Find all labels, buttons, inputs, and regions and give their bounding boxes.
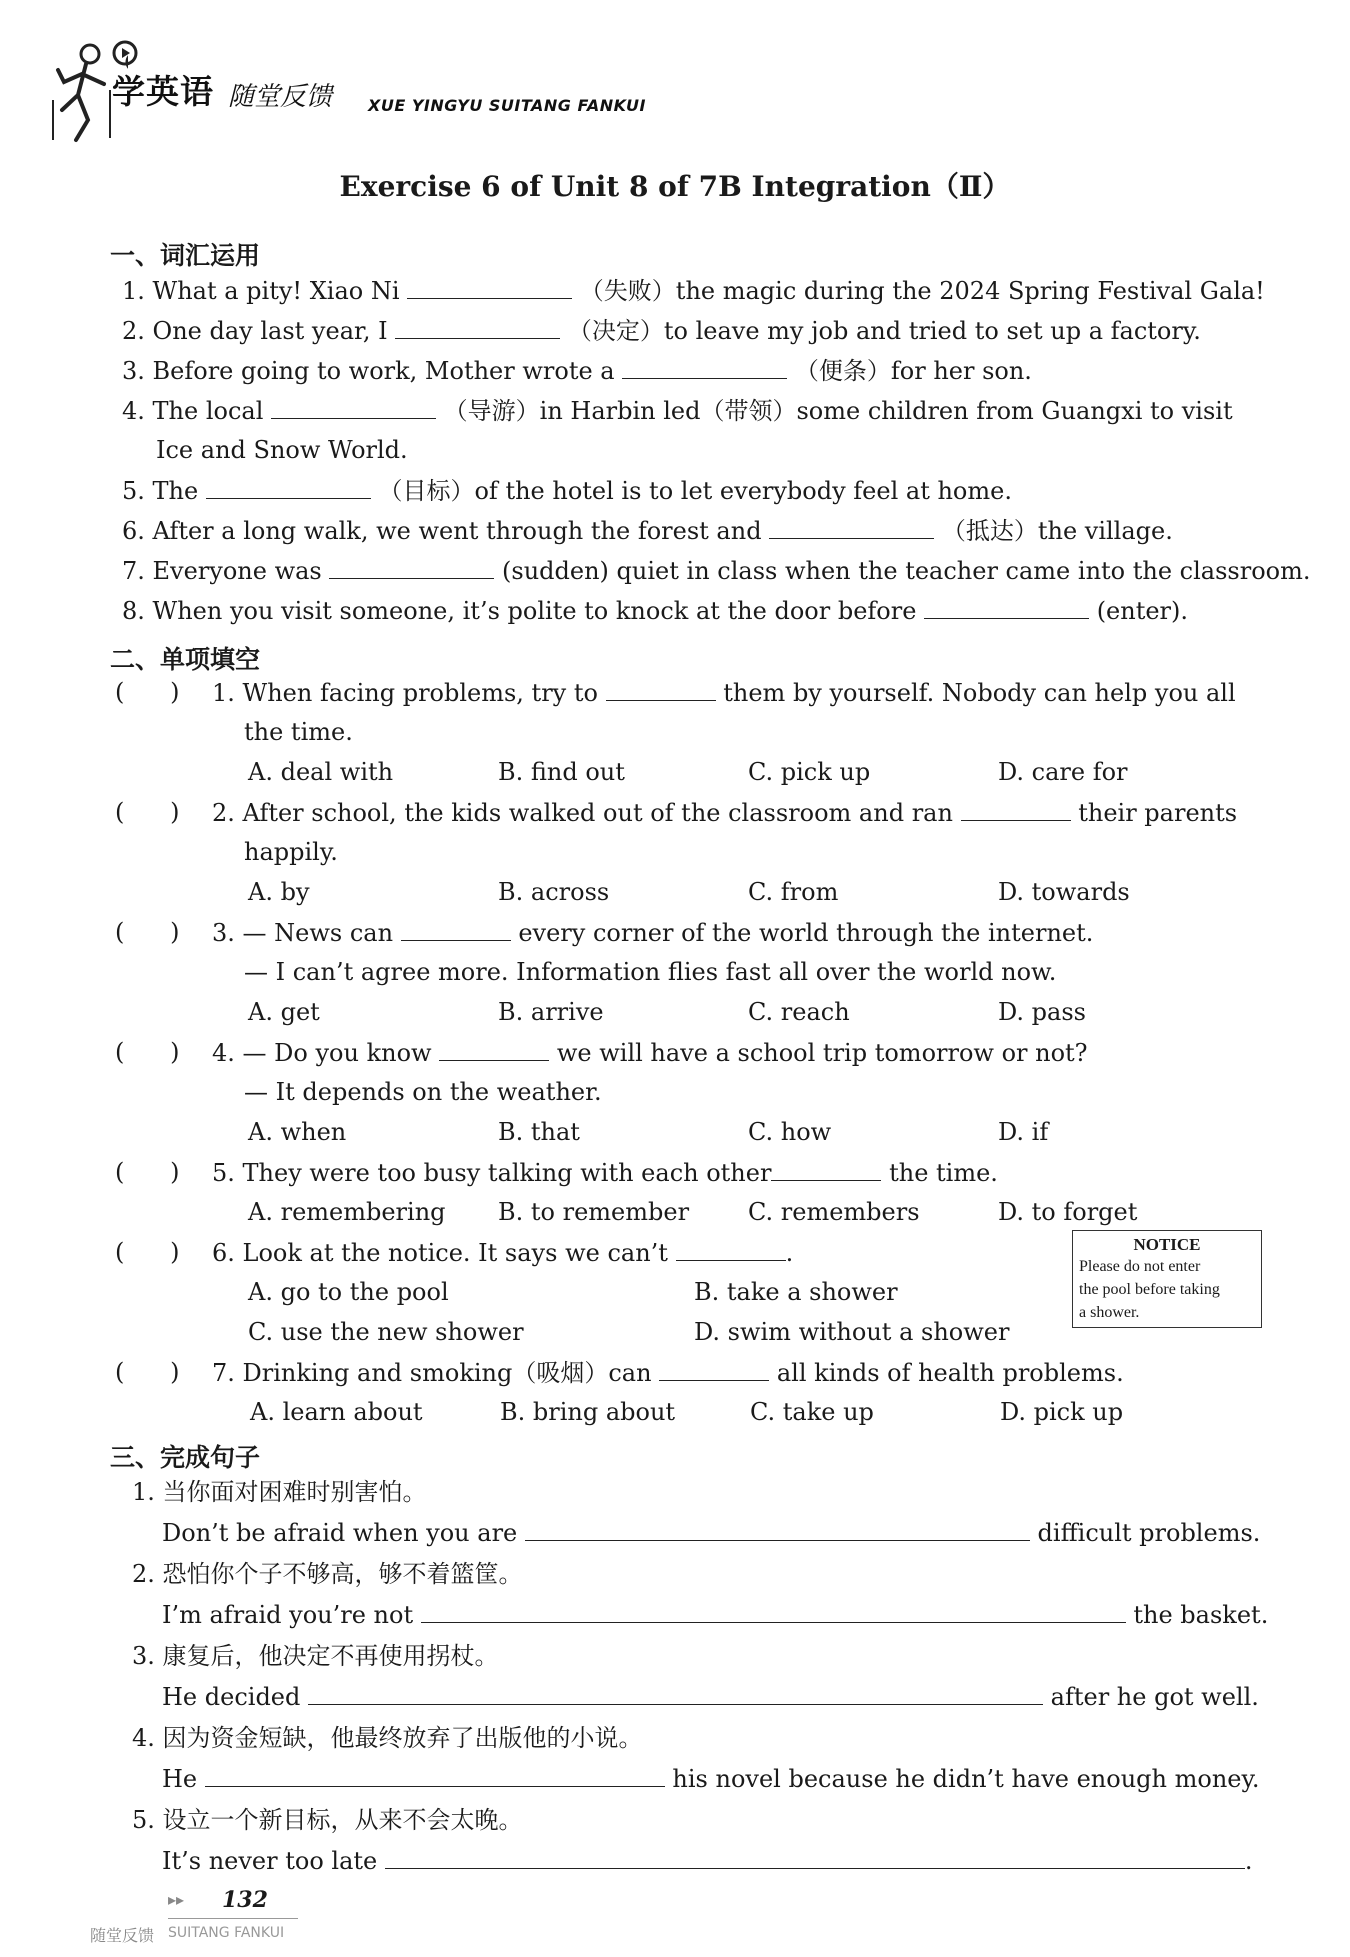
answer-blank[interactable] [676,1238,786,1261]
mc-question-1-cont: the time. [244,718,353,746]
page-number: 132 [222,1887,268,1913]
brand-chinese: 学英语 [112,72,214,111]
vocab-item-1: 1. What a pity! Xiao Ni （失败）the magic during the 2024 Spring Festival Gala! [122,277,1265,305]
translation-en-2: I’m afraid you’re not the basket. [162,1601,1269,1629]
answer-blank[interactable] [659,1358,769,1381]
option-a[interactable]: A. by [248,878,310,906]
mc-question-3-cont: — I can’t agree more. Information flies fast all over the world now. [244,958,1057,986]
option-c[interactable]: C. pick up [748,758,871,786]
vocab-item-4-cont: Ice and Snow World. [156,436,408,464]
mc-question-3: 3. — News can every corner of the world through the internet. [212,919,1094,947]
vocab-item-4: 4. The local （导游）in Harbin led（带领）some children from Guangxi to visit [122,397,1233,425]
header-banner [40,30,680,140]
answer-blank[interactable] [622,356,787,379]
section1-heading: 一、词汇运用 [110,241,261,270]
translation-cn-2: 2. 恐怕你个子不够高，够不着篮筐。 [132,1560,523,1588]
translation-cn-5: 5. 设立一个新目标，从来不会太晚。 [132,1806,523,1834]
answer-blank[interactable] [206,476,371,499]
answer-blank[interactable] [308,1682,1043,1705]
option-a[interactable]: A. go to the pool [248,1278,449,1306]
footer-arrow-icon: ▸▸ [168,1890,185,1909]
notice-line: the pool before taking [1079,1281,1220,1298]
notice-line: Please do not enter [1079,1258,1201,1275]
mc-question-2-cont: happily. [244,838,338,866]
mc-question-5: 5. They were too busy talking with each other the time. [212,1159,998,1187]
translation-en-3: He decided after he got well. [162,1683,1259,1711]
vocab-item-2: 2. One day last year, I （决定）to leave my job and tried to set up a factory. [122,317,1201,345]
play-icon [112,40,138,66]
option-b[interactable]: B. that [498,1118,580,1146]
option-c[interactable]: C. take up [750,1398,874,1426]
option-a[interactable]: A. remembering [248,1198,446,1226]
option-b[interactable]: B. find out [498,758,625,786]
notice-title: NOTICE [1133,1235,1201,1254]
section3-heading: 三、完成句子 [110,1443,261,1472]
option-d[interactable]: D. care for [998,758,1128,786]
mc-question-6: 6. Look at the notice. It says we can’t . [212,1239,794,1267]
option-b[interactable]: B. arrive [498,998,604,1026]
brand-english: XUE YINGYU SUITANG FANKUI [368,96,646,115]
answer-blank[interactable] [401,918,511,941]
answer-blank[interactable] [439,1038,549,1061]
vocab-item-8: 8. When you visit someone, it’s polite to knock at the door before (enter). [122,597,1189,625]
option-c[interactable]: C. from [748,878,839,906]
answer-blank[interactable] [329,556,494,579]
answer-blank[interactable] [205,1764,665,1787]
page-title: Exercise 6 of Unit 8 of 7B Integration（Ⅱ） [339,170,1011,203]
answer-blank[interactable] [771,1158,881,1181]
mc-question-1: 1. When facing problems, try to them by yourself. Nobody can help you all [212,679,1236,707]
footer-brand-en: SUITANG FANKUI [168,1925,285,1941]
translation-cn-4: 4. 因为资金短缺，他最终放弃了出版他的小说。 [132,1724,643,1752]
option-a[interactable]: A. when [248,1118,347,1146]
option-d[interactable]: D. if [998,1118,1049,1146]
option-c[interactable]: C. reach [748,998,850,1026]
option-c[interactable]: C. remembers [748,1198,920,1226]
vocab-item-3: 3. Before going to work, Mother wrote a （便条）for her son. [122,357,1032,385]
option-a[interactable]: A. deal with [248,758,394,786]
answer-paren[interactable]: ( ) [115,918,180,946]
mc-question-2: 2. After school, the kids walked out of the classroom and ran their parents [212,799,1238,827]
vocab-item-6: 6. After a long walk, we went through the forest and （抵达）the village. [122,517,1173,545]
mc-question-4: 4. — Do you know we will have a school trip tomorrow or not? [212,1039,1088,1067]
answer-blank[interactable] [525,1518,1030,1541]
answer-paren[interactable]: ( ) [115,678,180,706]
notice-box [1072,1230,1262,1328]
answer-paren[interactable]: ( ) [115,1238,180,1266]
footer-brand-cn: 随堂反馈 [90,1926,155,1945]
option-b[interactable]: B. take a shower [694,1278,898,1306]
answer-blank[interactable] [395,316,560,339]
option-d[interactable]: D. swim without a shower [694,1318,1010,1346]
answer-paren[interactable]: ( ) [115,1158,180,1186]
section2-heading: 二、单项填空 [110,645,261,674]
translation-cn-3: 3. 康复后，他决定不再使用拐杖。 [132,1642,499,1670]
vocab-item-7: 7. Everyone was (sudden) quiet in class when the teacher came into the classroom. [122,557,1311,585]
mc-question-4-cont: — It depends on the weather. [244,1078,602,1106]
translation-en-5: It’s never too late . [162,1847,1253,1875]
answer-blank[interactable] [924,596,1089,619]
translation-en-4: He his novel because he didn’t have enough money. [162,1765,1260,1793]
option-b[interactable]: B. across [498,878,610,906]
answer-blank[interactable] [421,1600,1126,1623]
answer-blank[interactable] [407,276,572,299]
translation-en-1: Don’t be afraid when you are difficult problems. [162,1519,1261,1547]
answer-paren[interactable]: ( ) [115,1358,180,1386]
mc-question-7: 7. Drinking and smoking（吸烟）can all kinds of health problems. [212,1359,1124,1387]
footer-divider [168,1918,298,1919]
answer-blank[interactable] [606,678,716,701]
translation-cn-1: 1. 当你面对困难时别害怕。 [132,1478,427,1506]
option-b[interactable]: B. bring about [500,1398,676,1426]
option-d[interactable]: D. to forget [998,1198,1138,1226]
option-a[interactable]: A. get [248,998,320,1026]
answer-paren[interactable]: ( ) [115,798,180,826]
answer-blank[interactable] [769,516,934,539]
vocab-item-5: 5. The （目标）of the hotel is to let everybody feel at home. [122,477,1012,505]
answer-blank[interactable] [961,798,1071,821]
notice-line: a shower. [1079,1304,1140,1321]
option-b[interactable]: B. to remember [498,1198,690,1226]
brand-subtitle: 随堂反馈 [228,82,333,112]
option-d[interactable]: D. pick up [1000,1398,1124,1426]
option-d[interactable]: D. towards [998,878,1130,906]
option-c[interactable]: C. how [748,1118,832,1146]
answer-paren[interactable]: ( ) [115,1038,180,1066]
option-c[interactable]: C. use the new shower [248,1318,524,1346]
answer-blank[interactable] [271,396,436,419]
option-d[interactable]: D. pass [998,998,1086,1026]
option-a[interactable]: A. learn about [250,1398,423,1426]
answer-blank[interactable] [385,1846,1245,1869]
